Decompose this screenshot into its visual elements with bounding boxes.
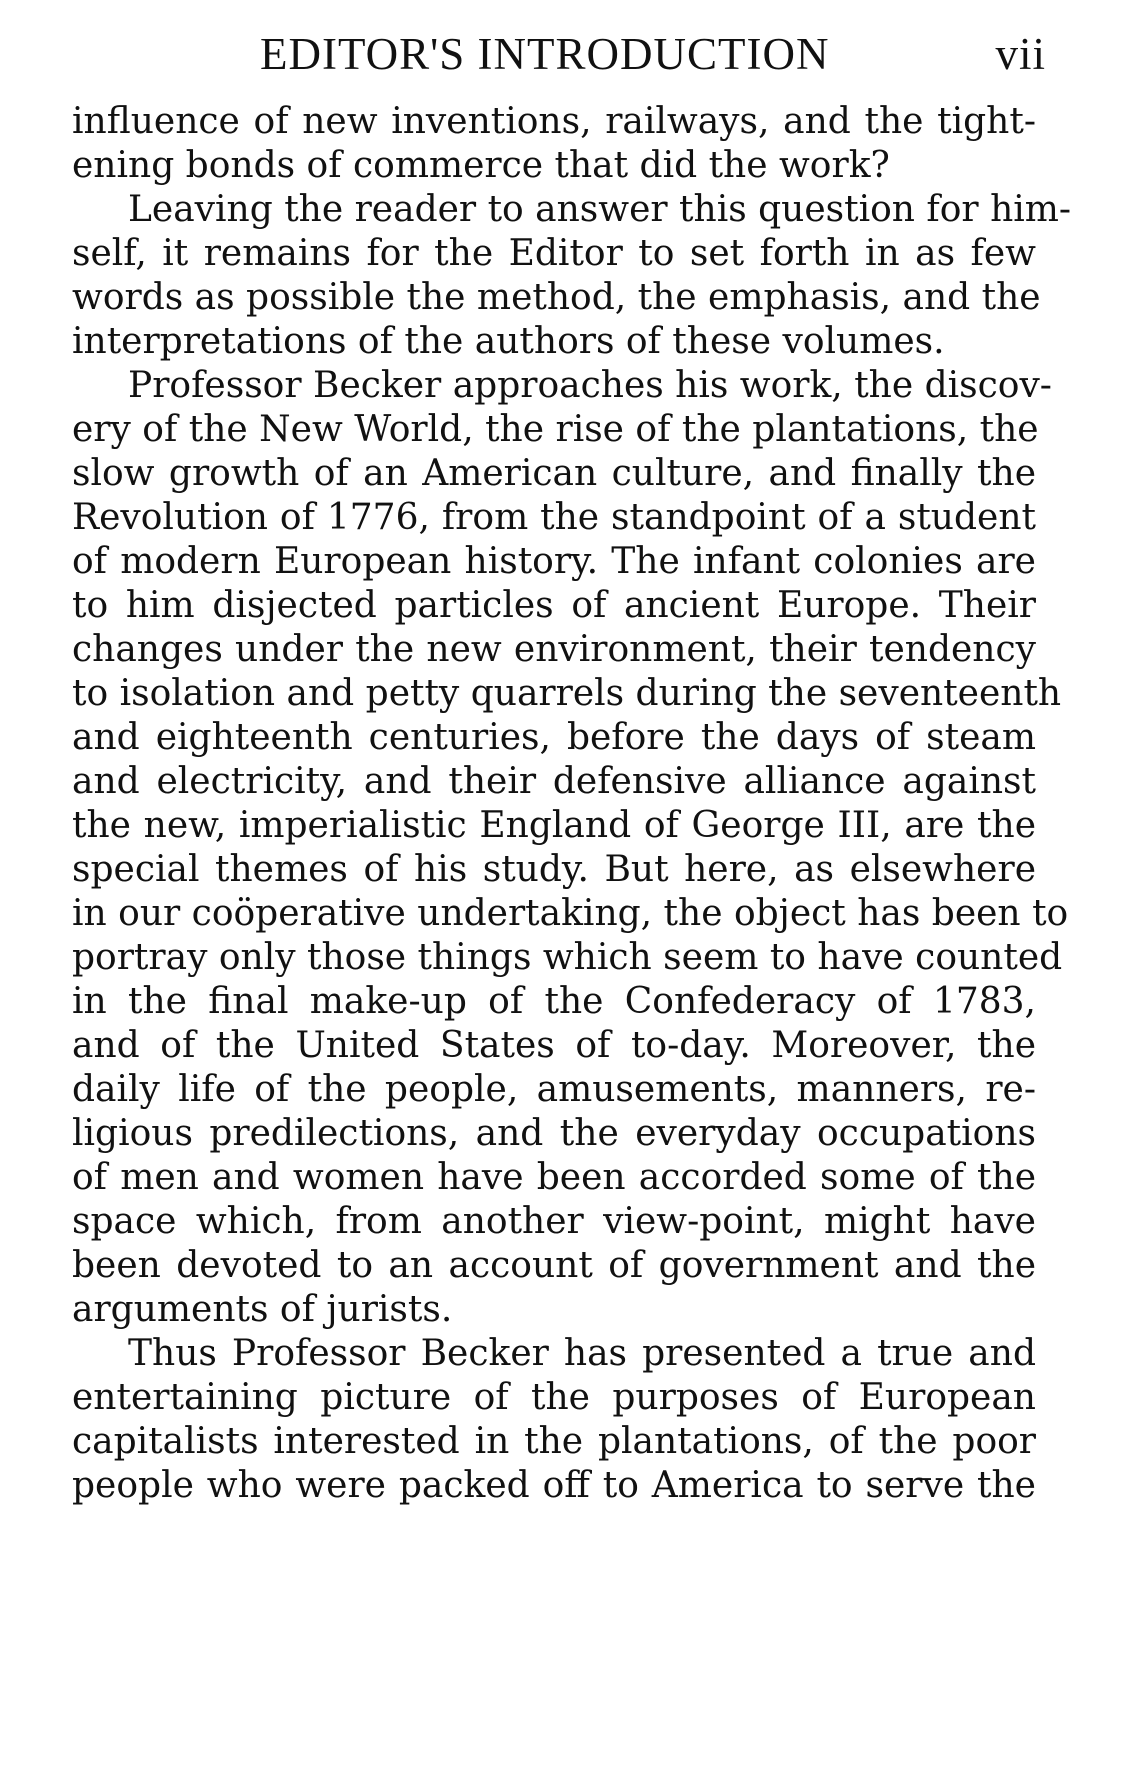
text-line: interpretations of the authors of these volumes.: [72, 321, 945, 362]
text-line: been devoted to an account of government and the: [72, 1245, 1036, 1286]
text-line: self, it remains for the Editor to set forth in as few: [72, 233, 1036, 274]
running-head-title: EDITOR'S INTRODUCTION: [260, 29, 830, 79]
text-line: to isolation and petty quarrels during the seventeenth: [72, 673, 1062, 714]
text-line: entertaining picture of the purposes of European: [72, 1377, 1036, 1418]
paragraph-start-line: Thus Professor Becker has presented a true and: [128, 1333, 1036, 1374]
text-line: of men and women have been accorded some of the: [72, 1157, 1036, 1198]
text-line: ery of the New World, the rise of the plantations, the: [72, 409, 1039, 450]
text-line: ening bonds of commerce that did the work?: [72, 145, 890, 186]
text-line: capitalists interested in the plantations, of the poor: [72, 1421, 1036, 1462]
text-line: ligious predilections, and the everyday occupations: [72, 1113, 1036, 1154]
text-line: and electricity, and their defensive alliance against: [72, 761, 1036, 802]
text-line: the new, imperialistic England of George III, are the: [72, 805, 1036, 846]
text-line: and eighteenth centuries, before the days of steam: [72, 717, 1036, 758]
text-line: words as possible the method, the emphasis, and the: [72, 277, 1041, 318]
text-line: and of the United States of to-day. Moreover, the: [72, 1025, 1036, 1066]
text-line: space which, from another view-point, might have: [72, 1201, 1036, 1242]
text-line: in the final make-up of the Confederacy of 1783,: [72, 981, 1036, 1022]
text-line: people who were packed off to America to serve the: [72, 1465, 1036, 1506]
text-line: daily life of the people, amusements, manners, re-: [72, 1069, 1036, 1110]
text-line: in our coöperative undertaking, the object has been to: [72, 893, 1069, 934]
page-number: vii: [995, 29, 1046, 79]
text-line: portray only those things which seem to have counted: [72, 937, 1063, 978]
paragraph-start-line: Leaving the reader to answer this question for him-: [128, 189, 1072, 230]
text-line: to him disjected particles of ancient Europe. Their: [72, 585, 1036, 626]
text-line: changes under the new environment, their tendency: [72, 629, 1036, 670]
text-line: special themes of his study. But here, as elsewhere: [72, 849, 1036, 890]
text-line: slow growth of an American culture, and finally the: [72, 453, 1036, 494]
text-line: influence of new inventions, railways, and the tight-: [72, 101, 1036, 142]
running-head: [260, 28, 1046, 88]
paragraph-start-line: Professor Becker approaches his work, the discov-: [128, 365, 1052, 406]
text-line: arguments of jurists.: [72, 1289, 453, 1330]
text-line: Revolution of 1776, from the standpoint of a student: [72, 497, 1036, 538]
text-line: of modern European history. The infant colonies are: [72, 541, 1036, 582]
